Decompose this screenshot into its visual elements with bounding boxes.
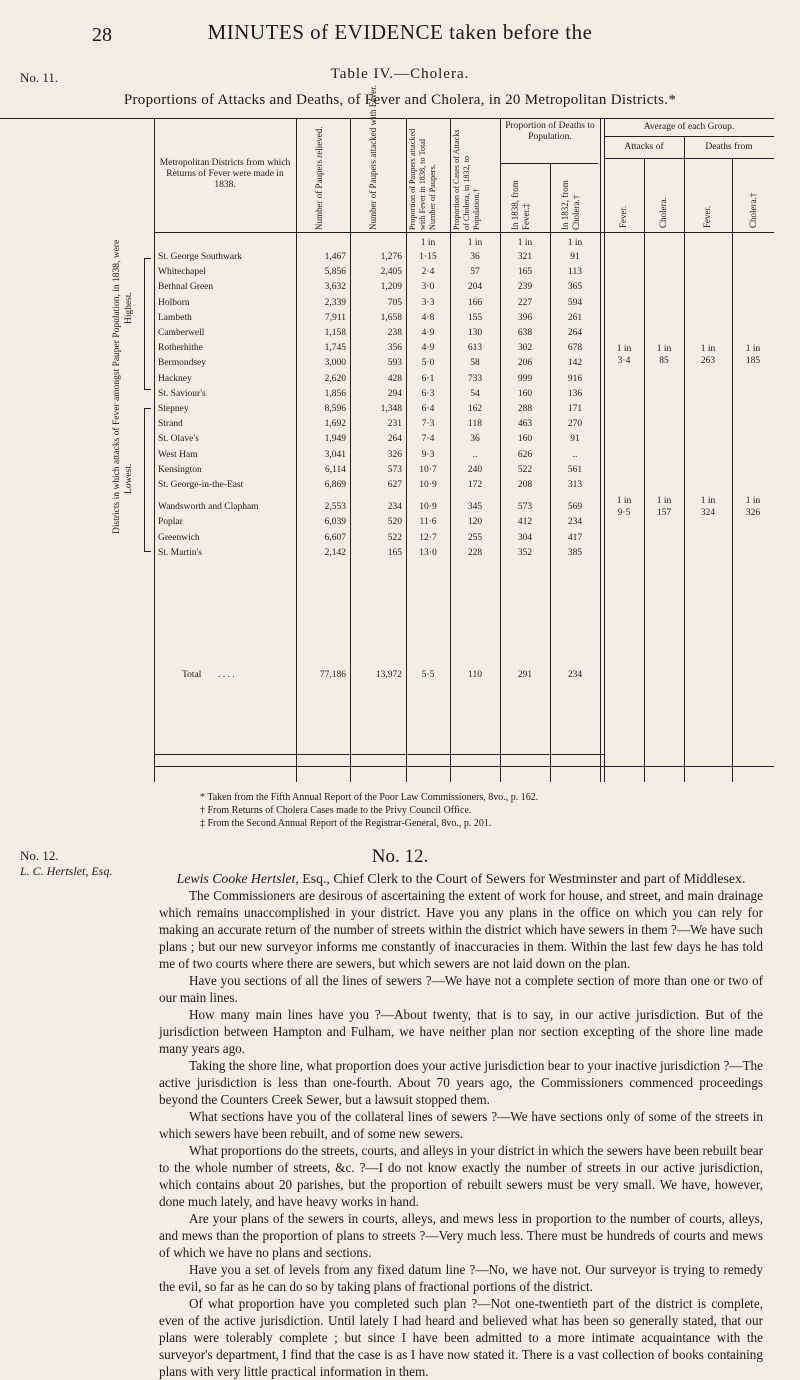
cell-relieved: 5,856	[324, 267, 346, 278]
cell-pf: 6·4	[421, 404, 435, 414]
cell-relieved: 1,692	[324, 419, 346, 430]
cell-df: 160	[517, 434, 533, 445]
cell-pf: 5·0	[421, 358, 435, 369]
group-label-text: Districts in which attacks of Fever amongst Pauper Population, in 1838, were	[112, 239, 122, 534]
district-name: Holborn	[158, 297, 190, 308]
total-pf: 5·5	[421, 670, 435, 680]
cell-pc: 240	[467, 464, 483, 475]
cell-df: 288	[517, 404, 533, 414]
cell-df: 352	[517, 547, 533, 558]
section-side-witness: L. C. Hertslet, Esq.	[20, 864, 113, 878]
cell-relieved: 6,114	[324, 464, 346, 475]
cell-relieved: 6,607	[324, 532, 346, 543]
cell-relieved: 2,620	[324, 373, 346, 384]
cell-relieved: 1,745	[324, 343, 346, 354]
cell-pf: 7·3	[421, 419, 435, 430]
cell-df: 999	[517, 373, 533, 384]
district-name: West Ham	[158, 449, 198, 460]
district-name: St. George-in-the-East	[158, 480, 244, 490]
cell-fever: 428	[387, 373, 402, 384]
cell-relieved: 2,142	[324, 547, 346, 558]
one-in-label: 1 in	[420, 238, 436, 248]
header-att-cholera: Cholera.	[658, 197, 668, 228]
cell-relieved: 2,553	[324, 502, 346, 513]
district-name: St. Olave's	[158, 434, 199, 445]
footnote: ‡ From the Second Annual Report of the Registrar-General, 8vo., p. 201.	[200, 818, 492, 829]
cell-fever: 264	[387, 434, 402, 445]
avg-high-death-cholera: 185	[745, 356, 761, 366]
district-name: Poplar	[158, 517, 183, 528]
cell-relieved: 1,158	[324, 328, 346, 338]
header-attacks-of: Attacks of	[624, 142, 664, 152]
cell-relieved: 1,949	[324, 434, 346, 445]
cell-pc: ..	[472, 449, 478, 460]
witness-intro	[159, 870, 763, 887]
cell-dc: 569	[567, 502, 583, 513]
district-name: Hackney	[158, 373, 192, 384]
avg-one-in: 1 in	[700, 496, 716, 506]
header-average-group: Average of each Group.	[643, 122, 735, 132]
cell-pc: 36	[470, 252, 480, 262]
cell-df: 626	[517, 449, 533, 460]
paragraph: What sections have you of the collateral lines of sewers ?—We have sections only of some of the streets in which sewers have been rebuilt, and of some new sewers.	[159, 1109, 763, 1141]
header-death-cholera: Cholera.†	[748, 192, 758, 228]
district-name: Kensington	[158, 464, 202, 475]
footnote: * Taken from the Fifth Annual Report of the Poor Law Commissioners, 8vo., p. 162.	[200, 792, 539, 803]
cell-df: 412	[517, 517, 533, 528]
header-deaths-group: Proportion of Deaths to Population.	[505, 121, 595, 142]
cell-relieved: 1,467	[324, 252, 346, 262]
avg-low-att-cholera: 157	[656, 508, 672, 518]
avg-one-in: 1 in	[700, 344, 716, 354]
header-prop-fever: Proportion of Paupers attacked with Fever in 1838, to Total Number of Paupers.	[408, 128, 437, 230]
cell-pc: 166	[467, 297, 483, 308]
avg-one-in: 1 in	[745, 344, 761, 354]
total-label: Total	[182, 670, 202, 680]
cell-dc: 113	[568, 267, 582, 278]
cell-fever: 627	[387, 480, 402, 490]
cell-pf: 4·8	[421, 312, 435, 323]
cell-fever: 294	[387, 388, 402, 399]
cell-pc: 58	[470, 358, 480, 369]
paragraph: The Commissioners are desirous of ascertaining the extent of work for house, and street, and main drainage which remains unaccomplished in your district. Have you any plans in the office on which you can rely for making an accurate return of the number of streets within the district which have sewers in them ?—We have such plans ; but our new surveyor informs me constantly of inaccuracies in them. Within the last few days he has told me of two courts where there are sewers, but which sewers are not laid down on the plan.	[159, 888, 763, 971]
witness-description: Esq., Chief Clerk to the Court of Sewers for Westminster and part of Middlesex.	[302, 871, 746, 886]
cell-pf: 3·0	[421, 282, 435, 293]
header-deaths-fever: In 1838, from Fever.‡	[510, 180, 531, 230]
cell-dc: 678	[567, 343, 583, 354]
cell-pc: 118	[468, 419, 482, 430]
cell-pf: 9·3	[421, 449, 435, 460]
header-prop-cholera: Proportion of Cases of Attacks of Cholera, in 1832, to Population.†	[452, 129, 481, 230]
running-head: MINUTES of EVIDENCE taken before the	[207, 20, 593, 44]
cell-fever: 1,658	[380, 312, 402, 323]
district-name: Greenwich	[158, 532, 200, 543]
cell-fever: 165	[387, 547, 402, 558]
cell-df: 522	[517, 464, 533, 475]
header-deaths-from: Deaths from	[705, 142, 753, 152]
cell-pf: 10·9	[419, 502, 437, 513]
cell-pc: 130	[467, 328, 483, 338]
section-side-number: No. 12.	[20, 848, 59, 863]
district-name: Bethnal Green	[158, 282, 214, 293]
cell-pf: 4·9	[421, 343, 435, 354]
cell-fever: 238	[387, 328, 402, 338]
cell-pc: 204	[467, 282, 483, 293]
one-in-label: 1 in	[467, 238, 483, 248]
district-name: Lambeth	[158, 312, 192, 323]
cell-df: 463	[517, 419, 533, 430]
cell-pf: 10·9	[419, 480, 437, 490]
cell-df: 304	[517, 532, 533, 543]
cell-df: 160	[517, 388, 533, 399]
witness-name: Lewis Cooke Hertslet,	[176, 871, 299, 886]
district-name: St. Martin's	[158, 547, 202, 558]
cell-relieved: 2,339	[324, 297, 346, 308]
avg-one-in: 1 in	[616, 344, 632, 354]
cell-dc: 365	[567, 282, 583, 293]
cell-dc: 234	[567, 517, 583, 528]
section-number: No. 12.	[371, 846, 429, 867]
group-lowest: Lowest.	[124, 463, 134, 494]
district-name: St. Saviour's	[158, 388, 206, 399]
cell-fever: 593	[387, 358, 402, 369]
cell-dc: 417	[567, 532, 583, 543]
cell-pc: 172	[467, 480, 483, 490]
district-name: Rotherhithe	[158, 343, 203, 354]
header-deaths-cholera: In 1832, from Cholera.†	[560, 180, 581, 230]
district-name: Bermondsey	[158, 358, 207, 369]
cell-pf: 11·6	[419, 517, 437, 528]
footnotes	[200, 791, 800, 830]
cell-dc: 270	[567, 419, 583, 430]
cell-fever: 231	[387, 419, 402, 430]
cell-df: 206	[517, 358, 533, 369]
cell-pc: 120	[467, 517, 483, 528]
cell-fever: 2,405	[380, 267, 402, 278]
cell-dc: 91	[570, 434, 580, 445]
avg-low-death-cholera: 326	[745, 508, 761, 518]
one-in-label: 1 in	[567, 238, 583, 248]
cell-pc: 162	[467, 404, 483, 414]
cell-dc: 916	[567, 373, 583, 384]
cell-dc: 594	[567, 297, 583, 308]
total-fever: 13,972	[375, 670, 402, 680]
one-in-label: 1 in	[517, 238, 533, 248]
avg-one-in: 1 in	[616, 496, 632, 506]
cell-relieved: 8,596	[324, 404, 346, 414]
cell-pf: 13·0	[419, 547, 437, 558]
district-name: St. George Southwark	[158, 252, 242, 262]
avg-one-in: 1 in	[745, 496, 761, 506]
cell-pc: 36	[470, 434, 480, 445]
cell-relieved: 3,000	[324, 358, 346, 369]
total-dc: 234	[567, 670, 583, 680]
avg-low-att-fever: 9·5	[617, 508, 631, 518]
cell-dc: 142	[567, 358, 583, 369]
cell-fever: 234	[387, 502, 402, 513]
cell-fever: 573	[387, 464, 402, 475]
cell-df: 321	[517, 252, 533, 262]
header-fever-attacked: Number of Paupers attacked with Fever.	[368, 85, 378, 230]
cell-pc: 155	[467, 312, 483, 323]
cell-fever: 520	[387, 517, 402, 528]
cell-df: 573	[517, 502, 533, 513]
cell-df: 638	[517, 328, 533, 338]
cell-pf: 12·7	[419, 532, 437, 543]
cell-df: 165	[517, 267, 533, 278]
cell-relieved: 3,041	[324, 449, 346, 460]
total-pc: 110	[468, 670, 482, 680]
total-relieved: 77,186	[319, 670, 346, 680]
cell-pf: 6·1	[421, 373, 435, 384]
avg-high-att-fever: 3·4	[617, 356, 631, 366]
total-dots: . . . .	[218, 670, 235, 680]
cell-pc: 54	[470, 388, 480, 399]
district-name: Wandsworth and Clapham	[158, 502, 259, 513]
cell-pc: 57	[470, 267, 480, 278]
cell-pf: 1·15	[419, 252, 437, 262]
district-name: Camberwell	[158, 328, 205, 338]
cell-fever: 705	[387, 297, 402, 308]
cell-pf: 2·4	[421, 267, 435, 278]
header-att-fever: Fever.	[618, 205, 628, 228]
table-subtitle: Proportions of Attacks and Deaths, of Fever and Cholera, in 20 Metropolitan Districts.*	[123, 92, 677, 108]
cell-dc: 91	[570, 252, 580, 262]
cell-df: 239	[517, 282, 533, 293]
cell-dc: ..	[572, 449, 578, 460]
total-df: 291	[517, 670, 533, 680]
avg-one-in: 1 in	[656, 496, 672, 506]
group-highest: Highest.	[124, 292, 134, 324]
paragraph: Of what proportion have you completed such plan ?—Not one-twentieth part of the district is complete, even of the active jurisdiction. Until lately I had heard and believed what has been so generally stated, that our plans were tolerably complete ; but since I have been admitted to a more intimate acquaintance with the surveyor's department, I find that the case is as I have now stated it. There is a vast collection of books containing plans with very little practical information in them.	[159, 1296, 763, 1379]
avg-low-death-fever: 324	[700, 508, 716, 518]
paragraph: How many main lines have you ?—About twenty, that is to say, in our active jurisdiction. But of the jurisdiction between Hampton and Fulham, we have neither plan nor section excepting of the shore line made many years ago.	[159, 1007, 763, 1056]
cell-dc: 561	[567, 464, 583, 475]
district-name: Whitechapel	[158, 267, 207, 278]
paragraph: Taking the shore line, what proportion does your active jurisdiction bear to your inactive jurisdiction ?—The active jurisdiction is less than one-fourth. About 70 years ago, the Commissioners commenced proceedings beyond the Counters Creek Sewer, but a lawsuit stopped them.	[159, 1058, 763, 1107]
cell-dc: 264	[567, 328, 583, 338]
paragraph: Have you a set of levels from any fixed datum line ?—No, we have not. Our surveyor is trying to remedy the evil, so far as he can do so by taking plans of fractional portions of the district.	[159, 1262, 763, 1294]
page-number: 28	[92, 24, 112, 46]
cell-dc: 313	[567, 480, 583, 490]
cell-dc: 171	[567, 404, 583, 414]
cell-pc: 613	[467, 343, 483, 354]
evidence-text	[159, 870, 763, 1380]
paragraph: Have you sections of all the lines of sewers ?—We have not a complete section of more than one or two of our main lines.	[159, 973, 763, 1005]
cell-pf: 4·9	[421, 328, 435, 338]
cell-dc: 261	[567, 312, 583, 323]
cell-relieved: 1,856	[324, 388, 346, 399]
header-death-fever: Fever.	[702, 205, 712, 228]
cell-fever: 522	[387, 532, 402, 543]
cell-relieved: 6,869	[324, 480, 346, 490]
cell-fever: 1,276	[380, 252, 402, 262]
table-title: Table IV.—Cholera.	[330, 66, 470, 82]
paragraph: What proportions do the streets, courts, and alleys in your district in which the sewers have been rebuilt bear to the whole number of streets, &c. ?—I do not know exactly the number of streets in our active jurisdiction, which contains about 20 parishes, but the proportion of rebuilt sewers must be very small. We have, however, done much lately, and have heavy works in hand.	[159, 1143, 763, 1209]
cell-pf: 7·4	[421, 434, 435, 445]
cell-pf: 10·7	[419, 464, 437, 475]
cell-dc: 385	[567, 547, 583, 558]
header-relieved: Number of Paupers relieved.	[314, 126, 324, 230]
cell-dc: 136	[567, 388, 583, 399]
cell-pc: 228	[467, 547, 483, 558]
district-name: Strand	[158, 419, 183, 430]
avg-high-att-cholera: 85	[659, 356, 669, 366]
cell-df: 396	[517, 312, 533, 323]
avg-one-in: 1 in	[656, 344, 672, 354]
cell-df: 208	[517, 480, 533, 490]
footnote: † From Returns of Cholera Cases made to the Privy Council Office.	[200, 805, 472, 816]
cell-fever: 1,209	[380, 282, 402, 293]
cell-pc: 345	[467, 502, 483, 513]
cell-df: 227	[517, 297, 533, 308]
cell-pf: 3·3	[421, 297, 435, 308]
cell-relieved: 3,632	[324, 282, 346, 293]
cell-df: 302	[517, 343, 533, 354]
cell-pc: 255	[467, 532, 483, 543]
cell-pf: 6·3	[421, 388, 435, 399]
cell-fever: 326	[387, 449, 402, 460]
paragraph: Are your plans of the sewers in courts, alleys, and mews less in proportion to the number of courts, alleys, and mews than the proportion of plans to streets ?—Very much less. There must be hundreds of courts and mews of which we have no plans and sections.	[159, 1211, 763, 1260]
cell-fever: 1,348	[380, 404, 402, 414]
side-number: No. 11.	[20, 70, 59, 85]
header-districts: Metropolitan Districts from which Returns of Fever were made in 1838.	[159, 158, 291, 190]
cell-relieved: 7,911	[324, 312, 346, 323]
avg-high-death-fever: 263	[700, 356, 716, 366]
district-name: Stepney	[158, 404, 189, 414]
cell-fever: 356	[387, 343, 402, 354]
cell-pc: 733	[467, 373, 483, 384]
cell-relieved: 6,039	[324, 517, 346, 528]
